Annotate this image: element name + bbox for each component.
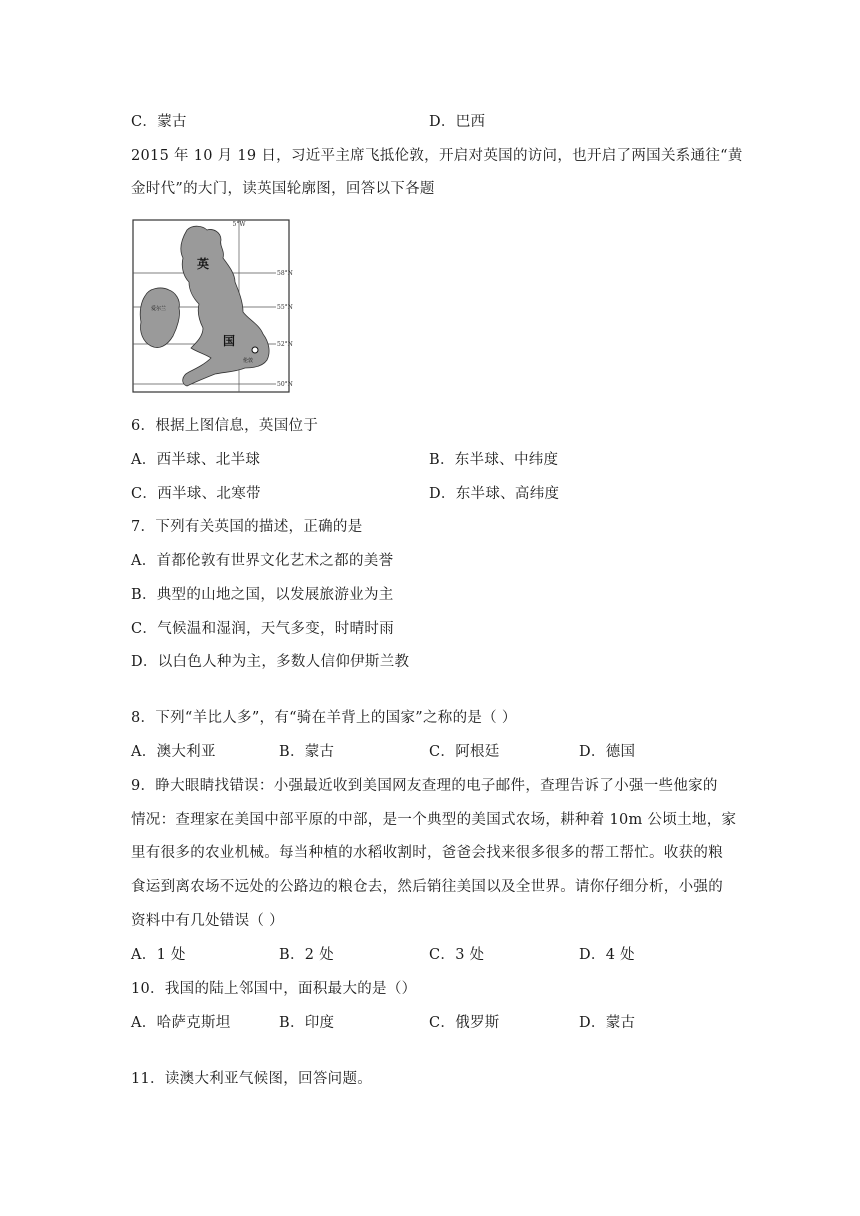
- q8-option-a: A．澳大利亚: [131, 744, 216, 760]
- q8-stem: 8．下列“羊比人多”，有“骑在羊背上的国家”之称的是（ ）: [131, 710, 517, 726]
- map-label-uk-2: 国: [223, 334, 236, 348]
- q9-line-1: 9．睁大眼睛找错误：小强最近收到美国网友查理的电子邮件，查理告诉了小强一些他家的: [131, 778, 718, 794]
- map-label-58n: 58°N: [277, 270, 293, 277]
- q6-stem: 6．根据上图信息，英国位于: [131, 418, 319, 434]
- q7-option-a: A．首都伦敦有世界文化艺术之都的美誉: [131, 553, 394, 569]
- q9-line-5: 资料中有几处错误（ ）: [131, 913, 284, 929]
- q9-option-b: B．2 处: [279, 947, 334, 963]
- q7-option-c: C．气候温和湿润，天气多变，时晴时雨: [131, 621, 394, 637]
- q7-option-b: B．典型的山地之国，以发展旅游业为主: [131, 587, 394, 603]
- q9-line-2: 情况：查理家在美国中部平原的中部，是一个典型的美国式农场，耕种着 10m 公顷土地，家: [131, 812, 737, 828]
- q8-option-d: D．德国: [579, 744, 636, 760]
- q6-option-c: C．西半球、北寒带: [131, 486, 261, 502]
- q10-option-a: A．哈萨克斯坦: [131, 1015, 231, 1031]
- option-d-prev: D．巴西: [429, 114, 486, 130]
- map-label-52n: 52°N: [277, 341, 293, 348]
- q10-option-c: C．俄罗斯: [429, 1015, 500, 1031]
- q7-stem: 7．下列有关英国的描述，正确的是: [131, 519, 363, 535]
- q10-option-b: B．印度: [279, 1015, 335, 1031]
- q8-option-c: C．阿根廷: [429, 744, 500, 760]
- uk-outline-map: [131, 216, 293, 396]
- q8-option-b: B．蒙古: [279, 744, 335, 760]
- q6-option-d: D．东半球、高纬度: [429, 486, 560, 502]
- map-label-55n: 55°N: [277, 304, 293, 311]
- map-label-5w: 5°W: [232, 221, 246, 228]
- q10-stem: 10．我国的陆上邻国中，面积最大的是（）: [131, 981, 417, 997]
- q9-option-d: D．4 处: [579, 947, 635, 963]
- q9-option-c: C．3 处: [429, 947, 485, 963]
- map-label-london: 伦敦: [243, 358, 254, 364]
- q7-option-d: D．以白色人种为主，多数人信仰伊斯兰教: [131, 654, 410, 670]
- q10-option-d: D．蒙古: [579, 1015, 636, 1031]
- option-c-prev: C．蒙古: [131, 114, 187, 130]
- q9-line-4: 食运到离农场不远处的公路边的粮仓去，然后销往美国以及全世界。请你仔细分析，小强的: [131, 879, 723, 895]
- q6-option-a: A．西半球、北半球: [131, 452, 261, 468]
- intro-line-1: 2015 年 10 月 19 日，习近平主席飞抵伦敦，开启对英国的访问，也开启了两国关系通往“黄: [131, 148, 743, 164]
- map-label-uk-1: 英: [197, 257, 210, 271]
- intro-line-2: 金时代”的大门，读英国轮廓图，回答以下各题: [131, 181, 435, 197]
- map-label-50n: 50°N: [277, 381, 293, 388]
- q6-option-b: B．东半球、中纬度: [429, 452, 559, 468]
- q11-stem: 11．读澳大利亚气候图，回答问题。: [131, 1071, 373, 1087]
- q9-option-a: A．1 处: [131, 947, 186, 963]
- q9-line-3: 里有很多的农业机械。每当种植的水稻收割时，爸爸会找来很多很多的帮工帮忙。收获的粮: [131, 845, 723, 861]
- map-label-ireland: 爱尔兰: [151, 306, 167, 312]
